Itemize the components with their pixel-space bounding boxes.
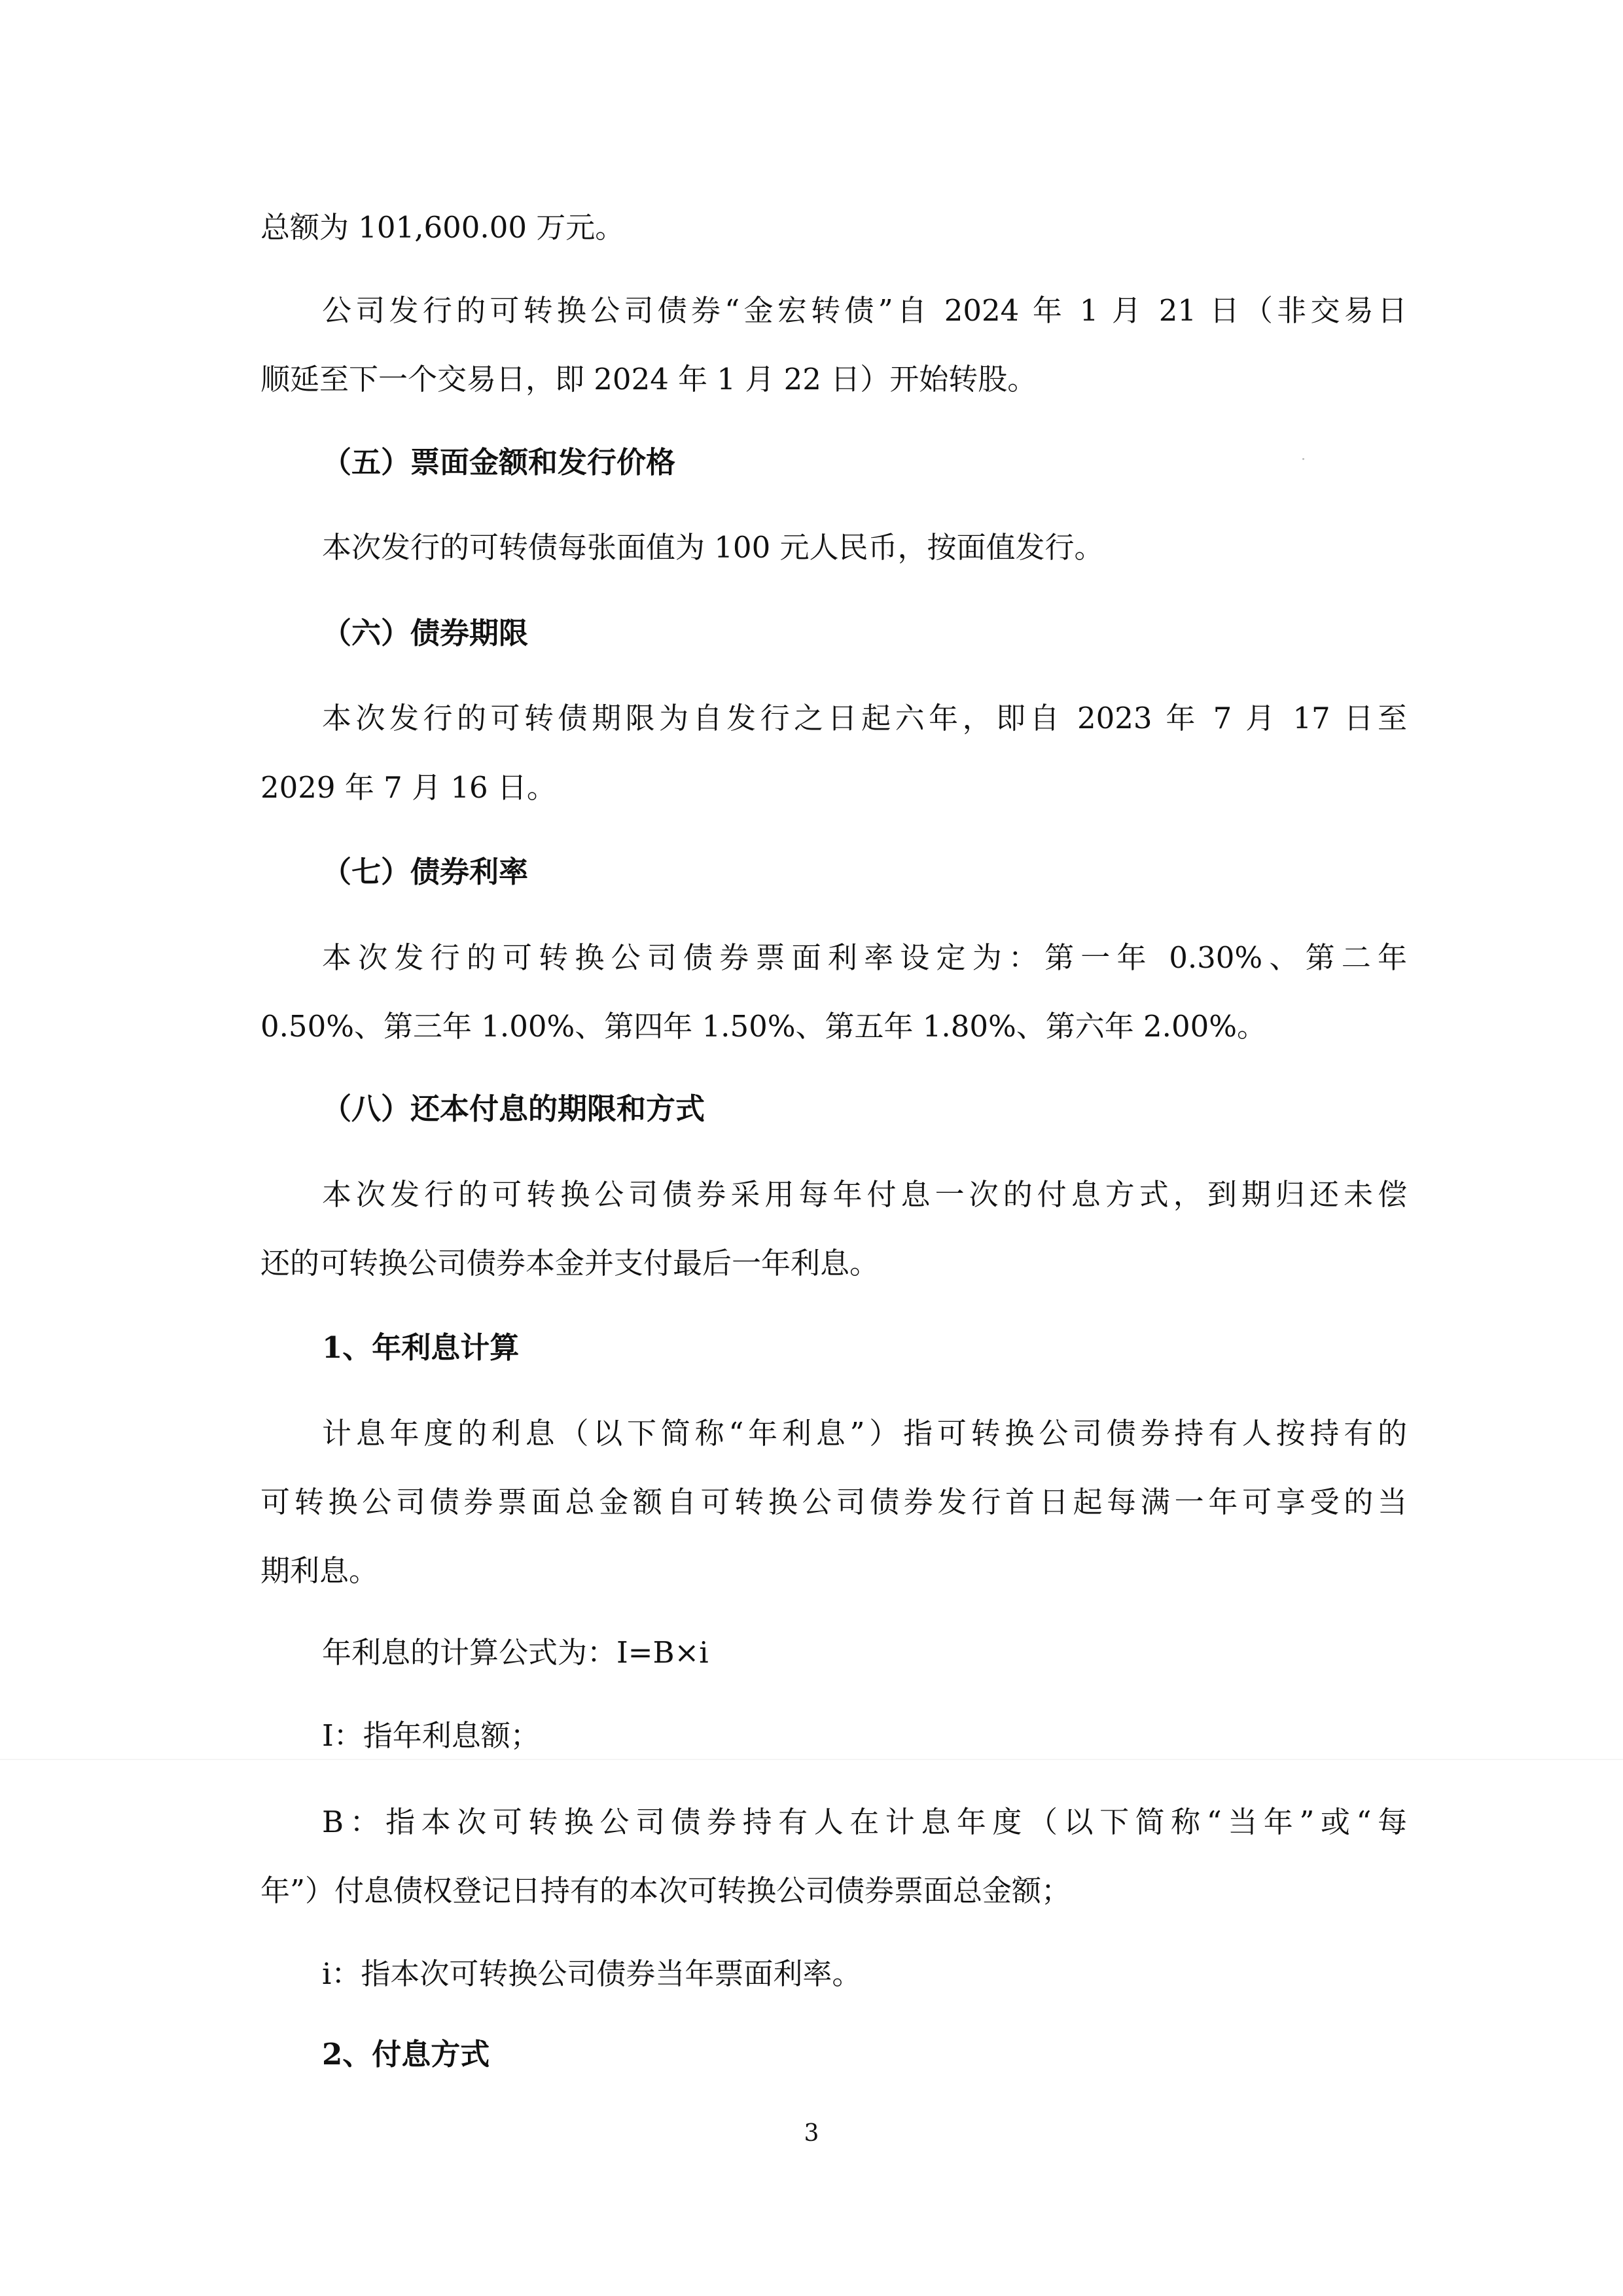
scan-artifact-line <box>0 1759 1623 1760</box>
text-line: 总额为 101,600.00 万元。 <box>260 210 625 245</box>
section-heading: （五）票面金额和发行价格 <box>322 445 676 480</box>
text-line: 计息年度的利息（以下简称“年利息”）指可转换公司债券持有人按持有的 <box>322 1416 1407 1451</box>
text-line: 顺延至下一个交易日，即 2024 年 1 月 22 日）开始转股。 <box>260 362 1037 397</box>
text-line: 本次发行的可转换公司债券票面利率设定为：第一年 0.30%、第二年 <box>322 940 1407 975</box>
subsection-heading: 2、付息方式 <box>322 2037 490 2072</box>
definition-line: i：指本次可转换公司债券当年票面利率。 <box>322 1956 862 1991</box>
section-heading: （六）债券期限 <box>322 616 529 650</box>
subsection-heading: 1、年利息计算 <box>322 1330 520 1365</box>
section-heading: （八）还本付息的期限和方式 <box>322 1091 705 1126</box>
text-line: 公司发行的可转换公司债券“金宏转债”自 2024 年 1 月 21 日（非交易日 <box>322 293 1407 328</box>
text-line: 可转换公司债券票面总金额自可转换公司债券发行首日起每满一年可享受的当 <box>260 1485 1407 1519</box>
text-line: 0.50%、第三年 1.00%、第四年 1.50%、第五年 1.80%、第六年 2.00%。 <box>260 1009 1266 1044</box>
formula-line: 年利息的计算公式为：I=B×i <box>322 1635 709 1670</box>
text-line: 本次发行的可转换公司债券采用每年付息一次的付息方式，到期归还未偿 <box>322 1177 1407 1212</box>
scan-speck <box>1302 458 1304 460</box>
section-heading: （七）债券利率 <box>322 855 529 889</box>
text-line: 2029 年 7 月 16 日。 <box>260 770 556 805</box>
text-line: 本次发行的可转债期限为自发行之日起六年，即自 2023 年 7 月 17 日至 <box>322 701 1407 735</box>
definition-line: I：指年利息额； <box>322 1718 540 1753</box>
text-line: 本次发行的可转债每张面值为 100 元人民币，按面值发行。 <box>322 530 1104 565</box>
text-line: 期利息。 <box>260 1553 379 1588</box>
text-line: 还的可转换公司债券本金并支付最后一年利息。 <box>260 1246 880 1280</box>
page-number: 3 <box>804 2120 819 2147</box>
definition-line: B：指本次可转换公司债券持有人在计息年度（以下简称“当年”或“每 <box>322 1805 1407 1839</box>
text-line: 年”）付息债权登记日持有的本次可转换公司债券票面总金额； <box>260 1873 1071 1908</box>
